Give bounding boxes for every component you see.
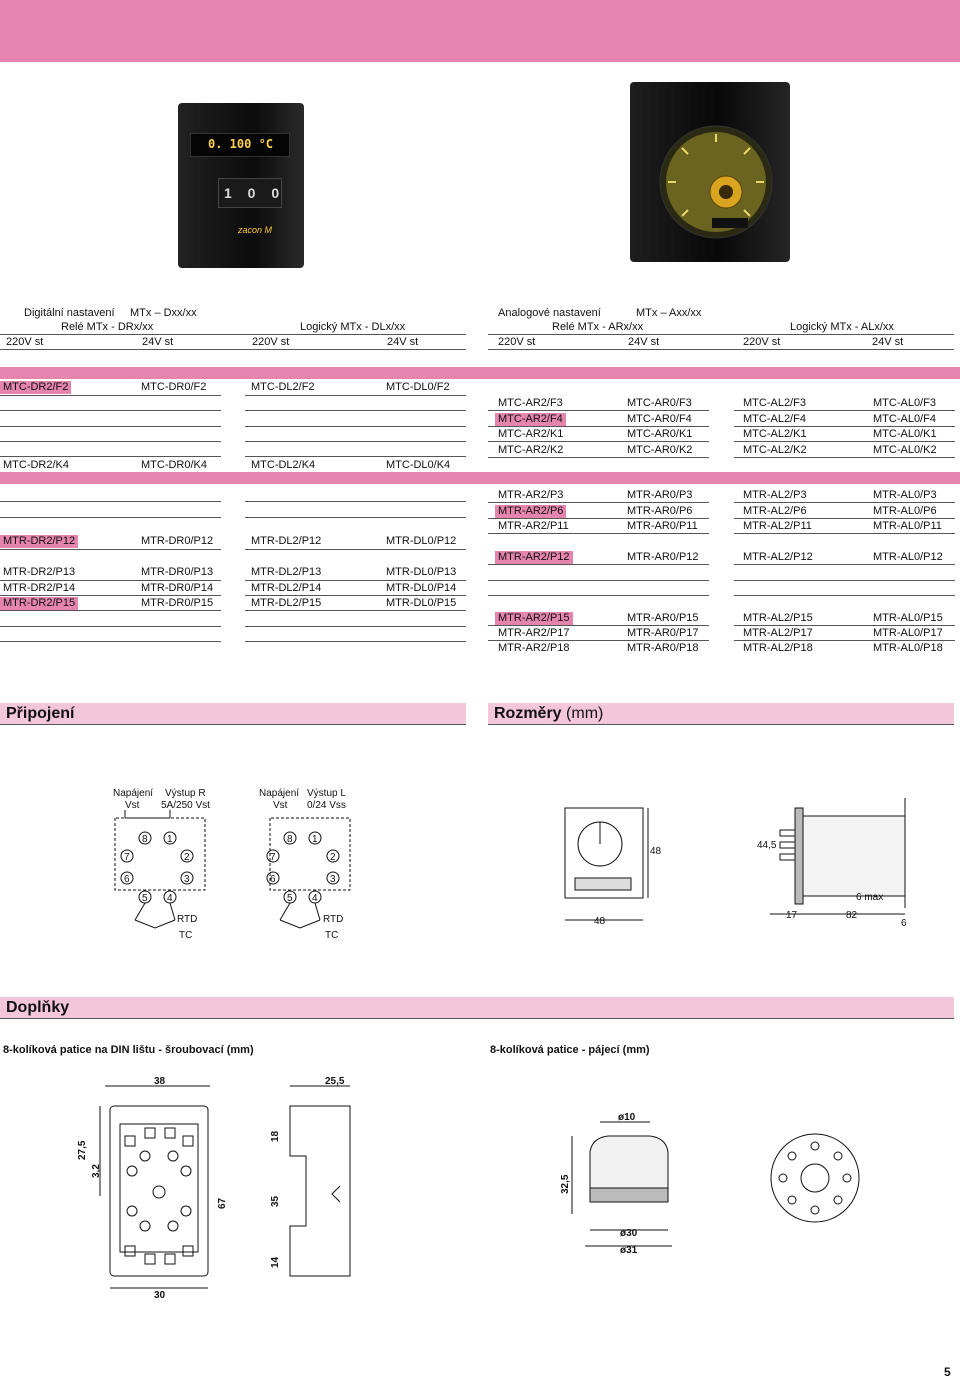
table-cell: MTR-AR2/P3 <box>498 489 564 501</box>
table-cell: MTR-AL2/P17 <box>743 627 813 639</box>
section-title: Rozměry <box>494 705 562 722</box>
table-cell: MTR-AL0/P15 <box>873 612 943 624</box>
table-cell: MTR-AR2/P17 <box>498 627 570 639</box>
table-cell: MTC-AL0/F4 <box>873 413 936 425</box>
dimension-drawing <box>540 780 920 930</box>
dim-label: 27,5 <box>77 1140 88 1160</box>
table-cell: MTR-AL0/P18 <box>873 642 943 654</box>
tc-label: TC <box>325 930 339 941</box>
dim-label: 25,5 <box>325 1076 345 1087</box>
table-cell: MTC-AR0/K1 <box>627 428 693 440</box>
svg-text:1: 1 <box>167 834 173 845</box>
analog-title-left: Analogové nastavení <box>498 307 601 319</box>
table-cell: MTR-AR2/P15 <box>495 612 573 625</box>
table-cell: MTR-DR0/P14 <box>141 582 214 594</box>
dim-label: 18 <box>270 1130 281 1142</box>
svg-text:6: 6 <box>124 874 130 885</box>
output-label: Výstup L <box>307 788 346 799</box>
table-cell: MTR-DR0/P12 <box>141 535 214 547</box>
table-cell: MTC-AL2/F3 <box>743 397 806 409</box>
table-cell: MTC-AR2/K1 <box>498 428 564 440</box>
section-pripojeni <box>0 703 466 725</box>
analog-v4: 24V st <box>872 336 904 348</box>
svg-text:5: 5 <box>142 893 148 904</box>
table-cell: MTR-AL0/P3 <box>873 489 937 501</box>
table-cell: MTR-DR0/P15 <box>141 597 214 609</box>
table-cell: MTR-DL2/P13 <box>251 566 322 578</box>
table-cell: MTR-DR2/P15 <box>0 597 78 610</box>
digital-title-left: Digitální nastavení <box>24 307 115 319</box>
table-cell: MTR-DL0/P12 <box>386 535 457 547</box>
table-cell: MTR-DL2/P12 <box>251 535 322 547</box>
analog-dial <box>630 82 790 262</box>
svg-text:3: 3 <box>184 874 190 885</box>
digital-v4: 24V st <box>387 336 419 348</box>
table-cell: MTR-AR0/P11 <box>627 520 698 532</box>
rtd-label: RTD <box>177 914 198 925</box>
din-socket-title: 8-kolíková patice na DIN lištu - šroubovací (mm) <box>3 1044 254 1056</box>
digital-relay-label: Relé MTx - DRx/xx <box>61 321 154 333</box>
table-cell: MTC-DL0/K4 <box>386 459 451 471</box>
dim-label: 82 <box>846 910 858 921</box>
connection-diagram <box>95 780 385 945</box>
dim-label: ø10 <box>618 1112 636 1123</box>
svg-text:5: 5 <box>287 893 293 904</box>
table-cell: MTR-AL2/P11 <box>743 520 812 532</box>
din-socket-drawing <box>70 1076 390 1306</box>
table-cell: MTR-DL2/P15 <box>251 597 322 609</box>
supply-voltage: Vst <box>273 800 288 811</box>
table-cell: MTR-AR2/P18 <box>498 642 570 654</box>
table-cell: MTR-AR2/P11 <box>498 520 569 532</box>
table-cell: MTR-AR0/P17 <box>627 627 699 639</box>
table-cell: MTC-AR0/F4 <box>627 413 692 425</box>
table-cell: MTR-AR0/P3 <box>627 489 693 501</box>
supply-label: Napájení <box>113 788 154 799</box>
supply-voltage: Vst <box>125 800 140 811</box>
table-cell: MTC-AR2/F3 <box>498 397 563 409</box>
svg-text:1: 1 <box>312 834 318 845</box>
digital-v2: 24V st <box>142 336 174 348</box>
dim-label: 44,5 <box>757 840 777 851</box>
top-band <box>0 0 960 62</box>
table-cell: MTC-AR2/F4 <box>495 413 566 426</box>
table-cell: MTR-AL0/P12 <box>873 551 943 563</box>
dim-label: 14 <box>270 1256 281 1268</box>
table-cell: MTC-DL0/F2 <box>386 381 450 393</box>
digital-thermostat-photo <box>178 103 304 268</box>
table-cell: MTC-DR0/K4 <box>141 459 208 471</box>
section-unit: (mm) <box>566 705 604 722</box>
analog-v1: 220V st <box>498 336 536 348</box>
table-cell: MTR-AR2/P6 <box>495 505 566 518</box>
svg-text:7: 7 <box>124 852 130 863</box>
svg-text:3: 3 <box>330 874 336 885</box>
table-cell: MTR-AL2/P3 <box>743 489 807 501</box>
mtr-band <box>0 472 960 484</box>
digital-display: 0. 100 °C <box>208 137 274 151</box>
page-number: 5 <box>944 1365 951 1379</box>
dim-label: 67 <box>217 1197 228 1209</box>
analog-relay-label: Relé MTx - ARx/xx <box>552 321 644 333</box>
table-cell: MTR-AR0/P12 <box>627 551 699 563</box>
dim-label: 17 <box>786 910 798 921</box>
table-cell: MTR-AL2/P12 <box>743 551 813 563</box>
table-cell: MTC-DL2/F2 <box>251 381 315 393</box>
brand-logo: zacon M <box>238 225 273 235</box>
analog-title-right: MTx – Axx/xx <box>636 307 702 319</box>
table-cell: MTR-AR0/P15 <box>627 612 699 624</box>
svg-text:4: 4 <box>312 893 318 904</box>
table-cell: MTC-AR0/K2 <box>627 444 693 456</box>
table-cell: MTR-DR0/P13 <box>141 566 214 578</box>
table-cell: MTR-DR2/P14 <box>3 582 76 594</box>
section-doplnky <box>0 997 954 1019</box>
solder-socket-title: 8-kolíková patice - pájecí (mm) <box>490 1044 650 1056</box>
table-cell: MTC-DR2/F2 <box>0 381 71 394</box>
table-cell: MTR-DL0/P14 <box>386 582 457 594</box>
digital-v1: 220V st <box>6 336 44 348</box>
table-cell: MTR-AR0/P6 <box>627 505 693 517</box>
svg-text:4: 4 <box>167 893 173 904</box>
table-cell: MTC-DR2/K4 <box>3 459 70 471</box>
digital-logic-label: Logický MTx - DLx/xx <box>300 321 406 333</box>
analog-thermostat-photo <box>630 82 790 262</box>
table-cell: MTC-AL2/F4 <box>743 413 806 425</box>
table-cell: MTR-AL2/P18 <box>743 642 813 654</box>
table-cell: MTC-AL0/K2 <box>873 444 937 456</box>
table-cell: MTC-AL2/K2 <box>743 444 807 456</box>
table-cell: MTR-DR2/P12 <box>0 535 78 548</box>
section-title: Doplňky <box>6 999 70 1016</box>
rtd-label: RTD <box>323 914 344 925</box>
mtc-band <box>0 367 960 379</box>
dim-label: 3,2 <box>91 1164 102 1178</box>
digital-v3: 220V st <box>252 336 290 348</box>
table-cell: MTC-AL0/F3 <box>873 397 936 409</box>
dim-label: ø30 <box>620 1228 638 1239</box>
table-cell: MTR-DL2/P14 <box>251 582 322 594</box>
table-cell: MTC-AR0/F3 <box>627 397 692 409</box>
digital-dials: 1 0 0 <box>224 185 286 201</box>
table-cell: MTR-AL2/P15 <box>743 612 813 624</box>
svg-text:2: 2 <box>184 852 190 863</box>
table-cell: MTR-DL0/P13 <box>386 566 457 578</box>
analog-logic-label: Logický MTx - ALx/xx <box>790 321 894 333</box>
analog-v2: 24V st <box>628 336 660 348</box>
svg-text:8: 8 <box>142 834 148 845</box>
output-voltage: 5A/250 Vst <box>161 800 210 811</box>
tc-label: TC <box>179 930 193 941</box>
dim-label: 6 max <box>856 892 884 903</box>
dim-label: 38 <box>154 1076 166 1087</box>
table-cell: MTR-AL2/P6 <box>743 505 807 517</box>
dim-label: 48 <box>594 916 606 927</box>
dim-label: 48 <box>650 846 662 857</box>
supply-label: Napájení <box>259 788 300 799</box>
table-cell: MTC-AL2/K1 <box>743 428 807 440</box>
table-cell: MTC-AR2/K2 <box>498 444 564 456</box>
dim-label: ø31 <box>620 1245 638 1256</box>
svg-text:6: 6 <box>270 874 276 885</box>
solder-socket-drawing <box>560 1110 880 1260</box>
section-rozmery <box>488 703 954 725</box>
table-cell: MTR-DR2/P13 <box>3 566 76 578</box>
table-cell: MTC-DL2/K4 <box>251 459 316 471</box>
output-voltage: 0/24 Vss <box>307 800 346 811</box>
table-cell: MTR-AR2/P12 <box>495 551 573 564</box>
section-title: Připojení <box>6 705 75 722</box>
table-cell: MTC-DR0/F2 <box>141 381 207 393</box>
dim-label: 35 <box>270 1195 281 1207</box>
table-cell: MTR-AL0/P11 <box>873 520 942 532</box>
svg-text:7: 7 <box>270 852 276 863</box>
output-label: Výstup R <box>165 788 206 799</box>
svg-text:2: 2 <box>330 852 336 863</box>
table-cell: MTR-DL0/P15 <box>386 597 457 609</box>
dim-label: 6 <box>901 918 907 929</box>
digital-title-right: MTx – Dxx/xx <box>130 307 197 319</box>
table-cell: MTR-AR0/P18 <box>627 642 699 654</box>
table-cell: MTR-AL0/P6 <box>873 505 937 517</box>
table-cell: MTC-AL0/K1 <box>873 428 937 440</box>
table-cell: MTR-AL0/P17 <box>873 627 943 639</box>
dim-label: 32,5 <box>560 1174 571 1194</box>
dim-label: 30 <box>154 1290 166 1301</box>
analog-v3: 220V st <box>743 336 781 348</box>
svg-text:8: 8 <box>287 834 293 845</box>
